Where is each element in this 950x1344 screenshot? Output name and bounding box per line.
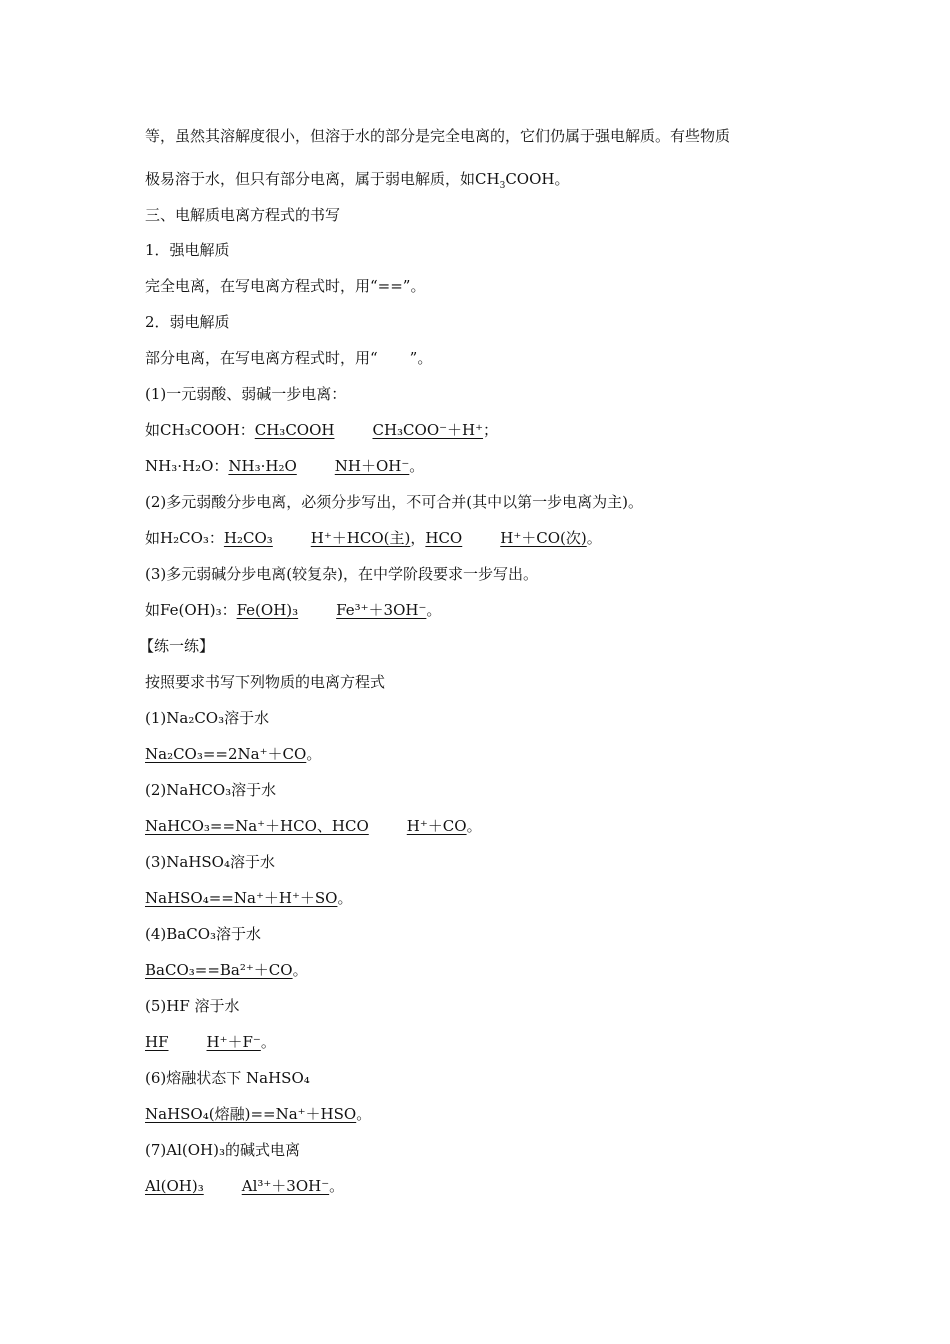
practice-answer-1: Na₂CO₃==2Na⁺＋CO。 <box>145 745 322 763</box>
practice-question-3: (3)NaHSO₄溶于水 <box>145 853 275 871</box>
weak-item-2-title: (2)多元弱酸分步电离，必须分步写出，不可合并(其中以第一步电离为主)。 <box>145 493 643 511</box>
weak-item-1-title: (1)一元弱酸、弱碱一步电离： <box>145 385 347 403</box>
practice-intro: 按照要求书写下列物质的电离方程式 <box>145 673 386 691</box>
equation-ammonia: NH₃·H₂O NH＋OH⁻ <box>228 457 410 475</box>
equation-acetic-acid: CH₃COOH CH₃COO⁻＋H⁺ <box>254 421 484 439</box>
practice-answer-7: Al(OH)₃ Al³⁺＋3OH⁻。 <box>145 1177 345 1195</box>
weak-electrolyte-title: 2．弱电解质 <box>145 313 230 331</box>
practice-question-2: (2)NaHCO₃溶于水 <box>145 781 277 799</box>
weak-item-3-title: (3)多元弱碱分步电离(较复杂)，在中学阶段要求一步写出。 <box>145 565 538 583</box>
practice-question-6: (6)熔融状态下 NaHSO₄ <box>145 1069 310 1087</box>
practice-question-5: (5)HF 溶于水 <box>145 997 240 1015</box>
practice-answer-5: HF H⁺＋F⁻。 <box>145 1033 276 1051</box>
weak-item-3-example: 如Fe(OH)₃：Fe(OH)₃ Fe³⁺＋3OH⁻。 <box>145 601 442 619</box>
practice-answer-3: NaHSO₄==Na⁺＋H⁺＋SO。 <box>145 889 353 907</box>
equation-iron-hydroxide: Fe(OH)₃ Fe³⁺＋3OH⁻ <box>236 601 427 619</box>
equation-carbonic-step2: HCO H⁺＋CO(次) <box>425 529 587 547</box>
paragraph-line-2-text: 极易溶于水，但只有部分电离，属于弱电解质，如 <box>145 170 476 188</box>
paragraph-line-1: 等，虽然其溶解度很小，但溶于水的部分是完全电离的，它们仍属于强电解质。有些物质 <box>145 127 731 145</box>
strong-electrolyte-title: 1．强电解质 <box>145 241 230 259</box>
weak-item-1-example-ammonia: NH₃·H₂O：NH₃·H₂O NH＋OH⁻。 <box>145 457 425 475</box>
equation-carbonic-step1: H₂CO₃ H⁺＋HCO(主) <box>223 529 411 547</box>
weak-item-1-example-acetic: 如CH₃COOH：CH₃COOH CH₃COO⁻＋H⁺； <box>145 421 499 439</box>
weak-item-2-example: 如H₂CO₃：H₂CO₃ H⁺＋HCO(主)，HCO H⁺＋CO(次)。 <box>145 529 602 547</box>
practice-answer-2: NaHCO₃==Na⁺＋HCO、HCO H⁺＋CO。 <box>145 817 482 835</box>
strong-electrolyte-desc: 完全电离，在写电离方程式时，用“==”。 <box>145 277 426 295</box>
practice-question-4: (4)BaCO₃溶于水 <box>145 925 262 943</box>
practice-heading: 【练一练】 <box>139 637 215 655</box>
practice-answer-6: NaHSO₄(熔融)==Na⁺＋HSO。 <box>145 1105 372 1123</box>
practice-answer-4: BaCO₃==Ba²⁺＋CO。 <box>145 961 308 979</box>
section-title: 三、电解质电离方程式的书写 <box>145 206 341 224</box>
paragraph-line-2 <box>145 169 569 189</box>
practice-question-1: (1)Na₂CO₃溶于水 <box>145 709 270 727</box>
weak-electrolyte-desc: 部分电离，在写电离方程式时，用“ ”。 <box>145 349 433 367</box>
practice-question-7: (7)Al(OH)₃的碱式电离 <box>145 1141 300 1159</box>
formula-acetic-acid: $CH_3COOH$。 <box>475 170 570 191</box>
